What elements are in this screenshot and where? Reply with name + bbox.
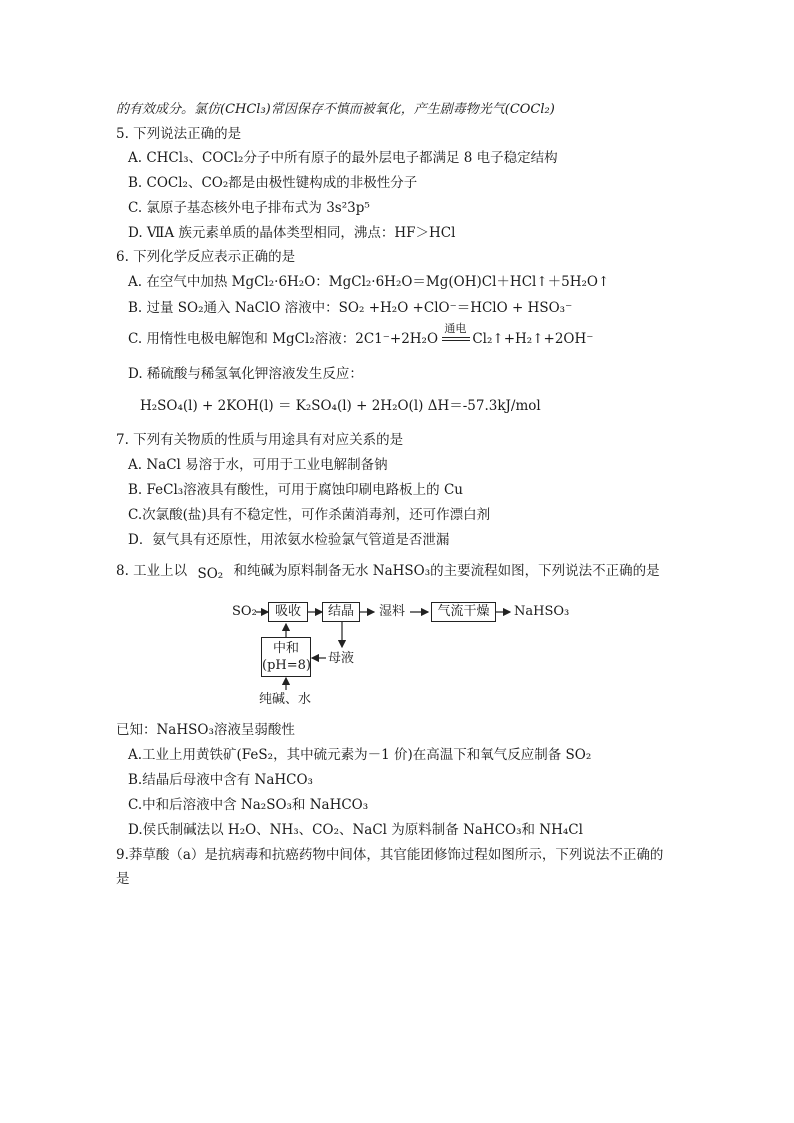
flow-input-so2: SO₂ <box>232 604 257 619</box>
question-8-so2: SO₂ <box>197 566 224 582</box>
question-7-stem: 7. 下列有关物质的性质与用途具有对应关系的是 <box>116 432 404 448</box>
flow-box-neutral <box>261 637 311 677</box>
flow-label-wet: 湿料 <box>379 604 406 619</box>
flow-box-absorb: 吸收 <box>268 602 308 622</box>
question-9-stem-line1: 9.莽草酸（a）是抗病毒和抗癌药物中间体，其官能团修饰过程如图所示，下列说法不正确的 <box>116 847 664 863</box>
question-9-stem-line2: 是 <box>116 871 130 887</box>
question-7-option-d: D．氨气具有还原性，用浓氨水检验氯气管道是否泄漏 <box>128 532 450 548</box>
question-8-stem-end: 和纯碱为原料制备无水 NaHSO₃的主要流程如图，下列说法不正确的是 <box>233 563 660 579</box>
flow-label-feed: 纯碱、水 <box>259 692 312 707</box>
question-6-option-c-lhs: C. 用惰性电极电解饱和 MgCl₂溶液：2C1⁻+2H₂O <box>128 331 439 347</box>
question-8-option-b: B.结晶后母液中含有 NaHCO₃ <box>128 772 313 788</box>
question-5-option-c: C. 氯原子基态核外电子排布式为 3s²3p⁵ <box>128 200 370 216</box>
question-8-stem <box>116 562 660 580</box>
question-7-option-b: B. FeCl₃溶液具有酸性，可用于腐蚀印刷电路板上的 Cu <box>128 482 463 498</box>
equals-line-bottom <box>442 340 470 341</box>
flow-box-neutral-label: 中和 <box>272 641 299 656</box>
flow-box-dry: 气流干燥 <box>431 602 496 622</box>
process-flowchart <box>228 592 588 710</box>
question-8-known: 已知：NaHSO₃溶液呈弱酸性 <box>116 722 295 738</box>
question-5-option-a: A. CHCl₃、COCl₂分子中所有原子的最外层电子都满足 8 电子稳定结构 <box>128 150 558 166</box>
question-6-stem: 6. 下列化学反应表示正确的是 <box>116 249 296 265</box>
question-6-option-c-rhs: Cl₂↑+H₂↑+2OH⁻ <box>472 331 594 347</box>
question-6-option-b: B. 过量 SO₂通入 NaClO 溶液中：SO₂ +H₂O +ClO⁻＝HClO + HSO₃⁻ <box>128 300 573 316</box>
question-8-option-a: A.工业上用黄铁矿(FeS₂，其中硫元素为－1 价)在高温下和氧气反应制备 SO₂ <box>128 747 592 763</box>
intro-text: 的有效成分。氯仿(CHCl₃)常因保存不慎而被氧化，产生剧毒物光气(COCl₂) <box>116 102 555 117</box>
question-5-stem: 5. 下列说法正确的是 <box>116 126 242 142</box>
question-5-option-d: D. ⅦA 族元素单质的晶体类型相同，沸点：HF＞HCl <box>128 225 456 241</box>
electrolysis-condition <box>442 322 472 348</box>
question-7-option-c: C.次氯酸(盐)具有不稳定性，可作杀菌消毒剂，还可作漂白剂 <box>128 507 491 523</box>
question-6-option-d: D. 稀硫酸与稀氢氧化钾溶液发生反应： <box>128 366 363 382</box>
question-6-option-d-equation: H₂SO₄(l) + 2KOH(l) ＝ K₂SO₄(l) + 2H₂O(l) ΔH＝-57.3kJ/mol <box>140 398 541 414</box>
question-8-option-c: C.中和后溶液中含 Na₂SO₃和 NaHCO₃ <box>128 797 369 813</box>
question-6-option-a: A. 在空气中加热 MgCl₂·6H₂O：MgCl₂·6H₂O＝Mg(OH)Cl＋HCl↑＋5H₂O↑ <box>128 274 610 290</box>
equals-line-top <box>442 337 470 338</box>
question-6-option-c <box>128 322 594 348</box>
electrolysis-condition-label: 通电 <box>444 322 467 335</box>
flow-label-mother: 母液 <box>328 651 355 666</box>
question-7-option-a: A. NaCl 易溶于水，可用于工业电解制备钠 <box>128 457 388 473</box>
question-8-option-d: D.侯氏制碱法以 H₂O、NH₃、CO₂、NaCl 为原料制备 NaHCO₃和 NH₄Cl <box>128 822 583 838</box>
question-8-stem-start: 8. 工业上以 <box>116 563 188 579</box>
flow-output-nahso3: NaHSO₃ <box>514 604 570 619</box>
flow-box-crystal: 结晶 <box>322 602 360 622</box>
question-5-option-b: B. COCl₂、CO₂都是由极性键构成的非极性分子 <box>128 175 418 191</box>
flow-box-neutral-ph: (pH=8) <box>262 658 311 673</box>
